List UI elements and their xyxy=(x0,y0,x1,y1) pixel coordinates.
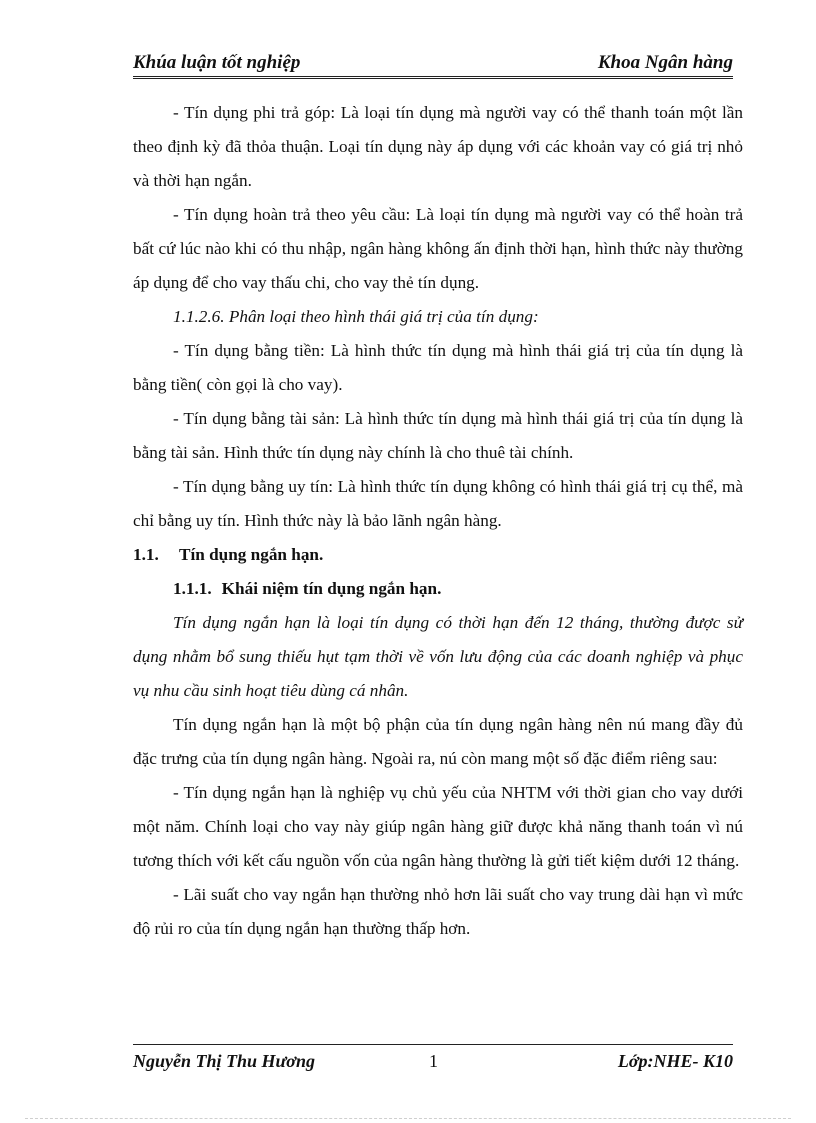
subsection-heading: 1.1.2.6. Phân loại theo hình thái giá trị của tín dụng: xyxy=(173,307,539,326)
page-bottom-rule xyxy=(25,1118,791,1119)
paragraph: - Tín dụng bằng uy tín: Là hình thức tín dụng không có hình thái giá trị cụ thể, mà chỉ bằng uy tín. Hình thức này là bảo lãnh ngân hàng. xyxy=(133,477,743,530)
header-thesis-label: Khúa luận tốt nghiệp xyxy=(133,52,301,73)
page-footer xyxy=(133,1044,733,1079)
subsection-heading xyxy=(133,572,743,606)
subsection-number: 1.1.1. xyxy=(173,579,212,598)
footer-class: Lớp:NHE- K10 xyxy=(617,1051,733,1071)
section-number: 1.1. xyxy=(133,545,159,564)
section-title: Tín dụng ngắn hạn. xyxy=(179,545,324,564)
paragraph: - Tín dụng bằng tiền: Là hình thức tín dụng mà hình thái giá trị của tín dụng là bằng tiền( còn gọi là cho vay). xyxy=(133,341,743,394)
paragraph: - Tín dụng hoàn trả theo yêu cầu: Là loại tín dụng mà người vay có thể hoàn trả bất cứ lúc nào khi có thu nhập, ngân hàng không ấn định thời hạn, hình thức này thường áp dụng để cho vay thấu chi, cho vay thẻ tín dụng. xyxy=(133,205,743,292)
document-body xyxy=(133,96,743,946)
subsection-title: Khái niệm tín dụng ngắn hạn. xyxy=(221,579,442,598)
paragraph: Tín dụng ngắn hạn là một bộ phận của tín dụng ngân hàng nên nú mang đầy đủ đặc trưng của tín dụng ngân hàng. Ngoài ra, nú còn mang một số đặc điểm riêng sau: xyxy=(133,715,743,768)
page-header xyxy=(133,52,733,79)
paragraph: - Lãi suất cho vay ngắn hạn thường nhỏ hơn lãi suất cho vay trung dài hạn vì mức độ rủi ro của tín dụng ngắn hạn thường thấp hơn. xyxy=(133,885,743,938)
page-number: 1 xyxy=(429,1051,438,1071)
definition-paragraph: Tín dụng ngắn hạn là loại tín dụng có thời hạn đến 12 tháng, thường được sử dụng nhằm bổ sung thiếu hụt tạm thời về vốn lưu động của các doanh nghiệp và phục vụ nhu cầu sinh hoạt tiêu dùng cá nhân. xyxy=(133,613,743,700)
footer-author: Nguyễn Thị Thu Hương xyxy=(133,1051,315,1071)
paragraph: - Tín dụng bằng tài sản: Là hình thức tín dụng mà hình thái giá trị của tín dụng là bằng tài sản. Hình thức tín dụng này chính là cho thuê tài chính. xyxy=(133,409,743,462)
paragraph: - Tín dụng phi trả góp: Là loại tín dụng mà người vay có thể thanh toán một lần theo định kỳ đã thỏa thuận. Loại tín dụng này áp dụng với các khoản vay có giá trị nhỏ và thời hạn ngắn. xyxy=(133,103,743,190)
header-faculty-label: Khoa Ngân hàng xyxy=(597,52,733,73)
section-heading xyxy=(133,538,743,572)
paragraph: - Tín dụng ngắn hạn là nghiệp vụ chủ yếu của NHTM với thời gian cho vay dưới một năm. Chính loại cho vay này giúp ngân hàng giữ được khả năng thanh toán vì nú tương thích với kết cấu nguồn vốn của ngân hàng thường là gửi tiết kiệm dưới 12 tháng. xyxy=(133,783,743,870)
